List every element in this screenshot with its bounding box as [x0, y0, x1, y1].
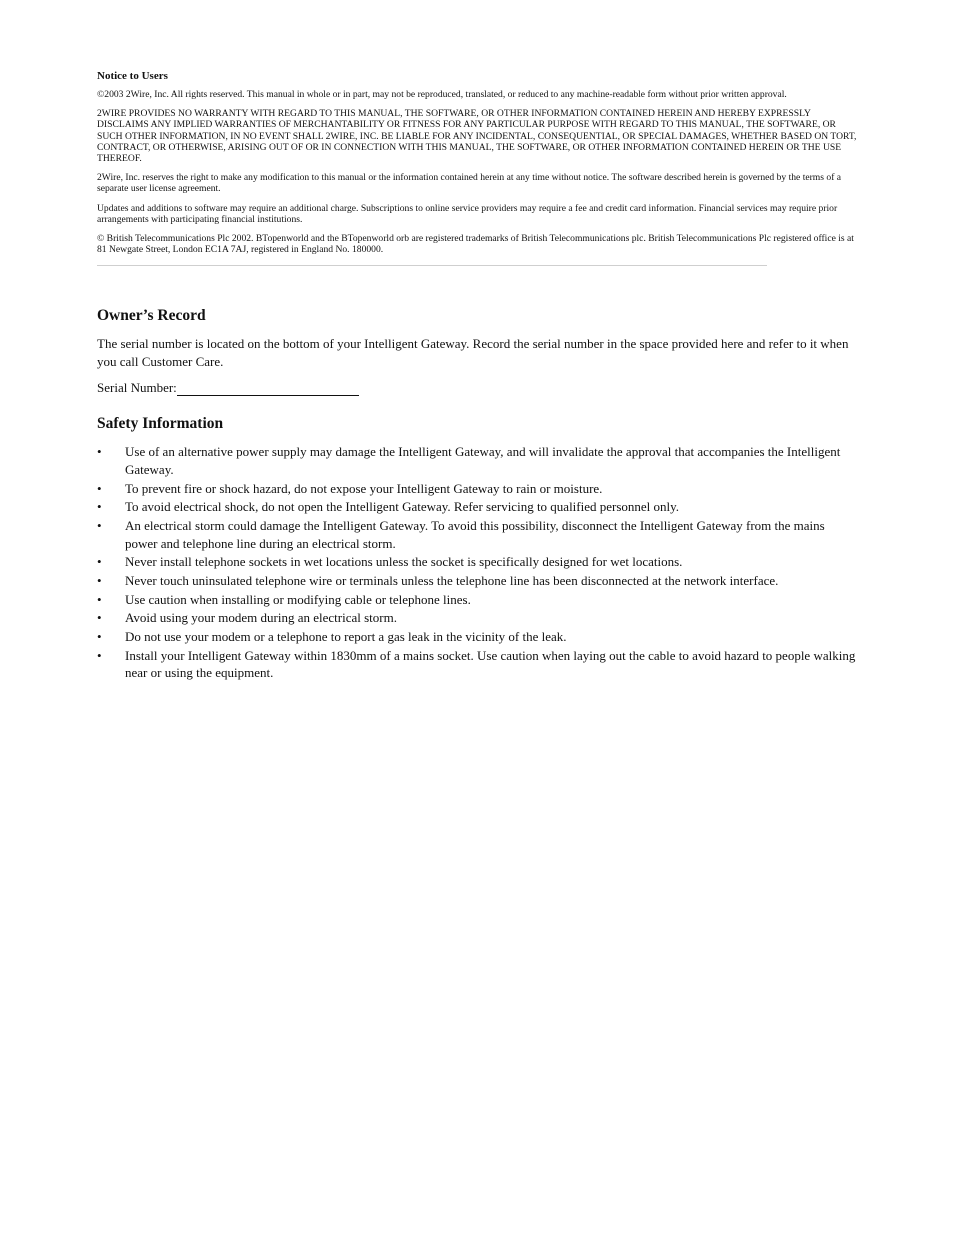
owners-record-section [97, 307, 857, 396]
bullet: • [97, 572, 102, 588]
bullet: • [97, 499, 102, 515]
list-item [97, 647, 857, 682]
notice-section [97, 70, 857, 266]
bullet: • [97, 480, 102, 496]
notice-title: Notice to Users [97, 70, 168, 82]
list-item [97, 609, 857, 627]
bullet: • [97, 628, 102, 644]
bullet: • [97, 591, 102, 607]
list-item [97, 480, 857, 498]
list-item [97, 553, 857, 571]
list-item-text: Do not use your modem or a telephone to report a gas leak in the vicinity of the leak. [125, 628, 567, 644]
list-item-text: To prevent fire or shock hazard, do not expose your Intelligent Gateway to rain or moisture. [125, 480, 603, 496]
list-item [97, 628, 857, 646]
section-divider [97, 265, 767, 266]
list-item-text: Use caution when installing or modifying cable or telephone lines. [125, 591, 471, 607]
list-item [97, 572, 857, 590]
modification-notice: 2Wire, Inc. reserves the right to make any modification to this manual or the information contained herein at any time without notice. The software described herein is governed by the terms of a separate user license agreement. [97, 172, 842, 195]
warranty-disclaimer: 2WIRE PROVIDES NO WARRANTY WITH REGARD TO THIS MANUAL, THE SOFTWARE, OR OTHER INFORMATION CONTAINED HEREIN AND HEREBY EXPRESSLY DISCLAIMS ANY IMPLIED WARRANTIES OF MERCHANTABILITY OR FITNESS FOR ANY PARTICULAR PURPOSE WITH REGARD TO THIS MANUAL, THE SOFTWARE, OR SUCH OTHER INFORMATION, IN NO EVENT SHALL 2WIRE, INC. BE LIABLE FOR ANY INCIDENTAL, CONSEQUENTIAL, OR SPECIAL DAMAGES, WHETHER BASED ON TORT, CONTRACT, OR OTHERWISE, ARISING OUT OF OR IN CONNECTION WITH THIS MANUAL, THE SOFTWARE, OR OTHER INFORMATION CONTAINED HEREIN OR THE USE THEREOF. [97, 108, 857, 165]
owners-record-title: Owner’s Record [97, 307, 206, 325]
bullet: • [97, 444, 102, 460]
trademark-notice: © British Telecommunications Plc 2002. BTopenworld and the BTopenworld orb are registered trademarks of British Telecommunications plc. British Telecommunications Plc registered office is at 81 Newgate Street, London EC1A 7AJ, registered in England No. 180000. [97, 233, 854, 256]
list-item-text: Avoid using your modem during an electrical storm. [125, 610, 397, 626]
bullet: • [97, 554, 102, 570]
bullet: • [97, 647, 102, 663]
list-item-text: Never touch uninsulated telephone wire or terminals unless the telephone line has been disconnected at the network interface. [125, 572, 779, 588]
list-item-text: To avoid electrical shock, do not open the Intelligent Gateway. Refer servicing to qualified personnel only. [125, 499, 680, 515]
safety-list [97, 443, 857, 681]
document-page [97, 70, 857, 683]
list-item [97, 498, 857, 516]
list-item [97, 517, 857, 552]
list-item-text: Install your Intelligent Gateway within 1830mm of a mains socket. Use caution when laying out the cable to avoid hazard to people walking near or using the equipment. [125, 647, 856, 681]
owners-record-text: The serial number is located on the bottom of your Intelligent Gateway. Record the serial number in the space provided here and refer to it when you call Customer Care. [97, 336, 849, 369]
serial-number-label: Serial Number: [97, 380, 177, 396]
list-item [97, 443, 857, 478]
serial-number-row [97, 379, 857, 396]
safety-title: Safety Information [97, 415, 224, 433]
list-item [97, 591, 857, 609]
bullet: • [97, 610, 102, 626]
safety-section [97, 415, 857, 681]
list-item-text: Use of an alternative power supply may damage the Intelligent Gateway, and will invalidate the approval that accompanies the Intelligent Gateway. [125, 444, 841, 477]
updates-notice: Updates and additions to software may require an additional charge. Subscriptions to online service providers may require a fee and credit card information. Financial services may require prior arrangements with participating financial institutions. [97, 202, 838, 225]
bullet: • [97, 518, 102, 533]
serial-number-blank [177, 381, 359, 396]
list-item-text: Never install telephone sockets in wet locations unless the socket is specifically designed for wet locations. [125, 554, 683, 570]
list-item-text: An electrical storm could damage the Intelligent Gateway. To avoid this possibility, disconnect the Intelligent Gateway from the mains power and telephone line during an electrical storm. [125, 518, 825, 551]
copyright-notice: ©2003 2Wire, Inc. All rights reserved. This manual in whole or in part, may not be reproduced, translated, or reduced to any machine-readable form without prior written approval. [97, 89, 787, 100]
